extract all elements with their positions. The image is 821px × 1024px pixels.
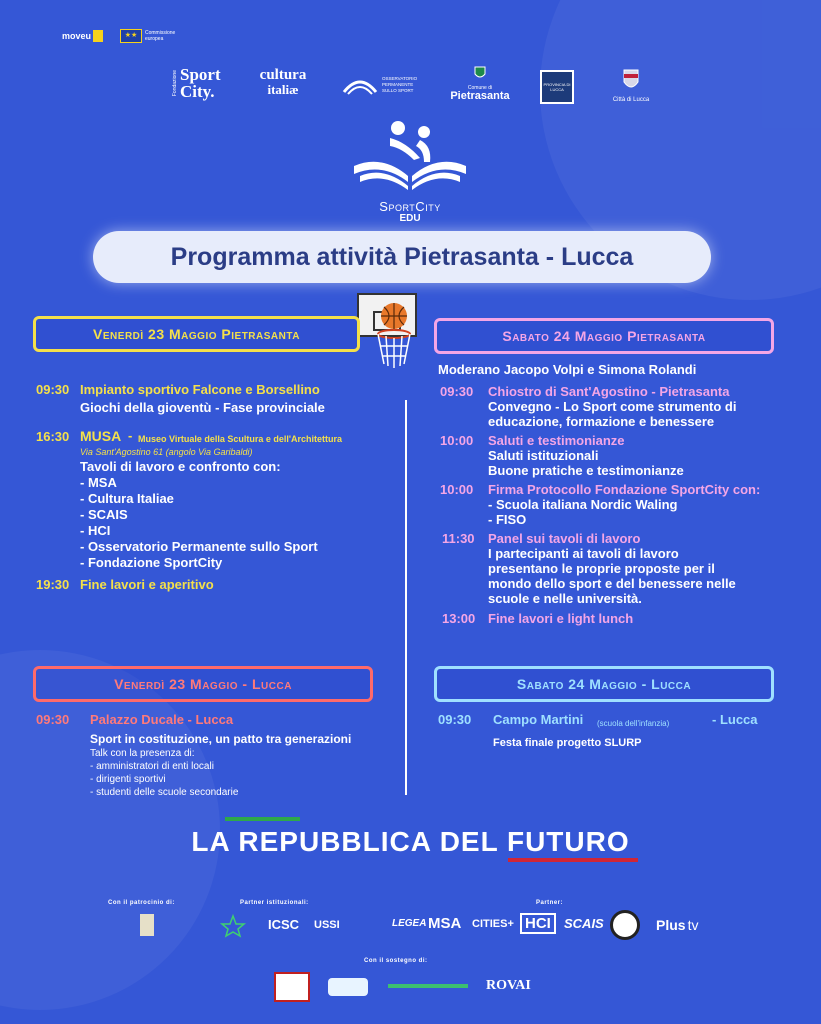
column-divider [405,400,407,795]
event-title: MUSA [80,428,122,444]
rovai-logo: ROVAI [486,978,531,993]
event-title: Panel sui tavoli di lavoro [488,531,641,546]
event-title: Impianto sportivo Falcone e Borsellino [80,382,320,397]
event-line: - Scuola italiana Nordic Waling [488,497,678,512]
event-title: Chiostro di Sant'Agostino - Pietrasanta [488,384,730,399]
basketball-hoop-illustration [356,292,420,372]
citta-lucca-logo: Città di Lucca [606,68,656,108]
event-title: Fine lavori e aperitivo [80,577,214,592]
msa-logo: MSA [428,915,462,932]
tagline-accent-green [225,817,300,821]
event-intro: Tavoli di lavoro e confronto con: [80,459,281,474]
sponsor-logo-pill [328,978,368,996]
list-item: - amministratori di enti locali [90,761,214,772]
friday-pietrasanta-header: Venerdì 23 Maggio Pietrasanta [33,316,360,352]
talk-intro: Talk con la presenza di: [90,748,195,759]
moderators: Moderano Jacopo Volpi e Simona Rolandi [438,362,697,377]
osservatorio-logo: OSSERVATORIO PERMANENTE SULLO SPORT [342,70,432,100]
patrocinio-logo [140,914,154,936]
event-time: 16:30 [36,429,70,444]
ussi-logo: USSI [314,919,340,931]
list-item: - studenti delle scuole secondarie [90,787,239,798]
event-line: Buone pratiche e testimonianze [488,463,684,478]
tagline: LA REPUBBLICA DEL FUTURO [191,826,630,857]
sponsor-logo-red [274,972,310,1002]
patrocinio-label: Con il patrocinio di: [108,900,175,906]
moveu-logo: moveu [62,28,106,44]
list-item: - Fondazione SportCity [80,555,223,570]
sostegno-label: Con il sostegno di: [364,958,428,964]
legea-logo: LEGEA [392,918,427,929]
saturday-pietrasanta-header: Sabato 24 Maggio Pietrasanta [434,318,774,354]
list-item: - Osservatorio Permanente sullo Sport [80,539,318,554]
saturday-lucca-header: Sabato 24 Maggio - Lucca [434,666,774,702]
event-time: 09:30 [36,382,70,397]
list-item: - MSA [80,475,117,490]
event-time: 10:00 [440,433,474,448]
icsc-logo: ICSC [268,917,300,932]
stadium-icon [342,72,378,98]
sportcity-edu-logo: SportCity EDU [350,118,470,222]
event-line: I partecipanti ai tavoli di lavoro [488,546,679,561]
page-title: Programma attività Pietrasanta - Lucca [93,231,711,283]
event-note: (scuola dell'infanzia) [597,719,670,728]
event-title: Saluti e testimonianze [488,433,625,448]
shield-icon [622,68,640,92]
event-title: Fine lavori e light lunch [488,611,634,626]
basketball-icon [356,292,420,372]
list-item: - Cultura Italiae [80,491,174,506]
event-place: - Lucca [712,712,758,727]
list-item: - SCAIS [80,507,128,522]
crest-icon [473,66,487,80]
event-line: educazione, formazione e benessere [488,414,715,429]
partner-istituzionali-label: Partner istituzionali: [240,900,309,906]
event-subtitle: Giochi della gioventù - Fase provinciale [80,400,325,415]
comune-pietrasanta-logo: Comune di Pietrasanta [446,66,514,104]
provincia-lucca-logo: PROVINCIA DI LUCCA [540,70,574,104]
eu-commission-logo: ★★ Commissione europea [120,28,190,44]
event-title: Palazzo Ducale - Lucca [90,712,234,727]
list-item: - dirigenti sportivi [90,774,166,785]
event-line: - FISO [488,512,527,527]
event-time: 19:30 [36,577,70,592]
museum-description: Museo Virtuale della Scultura e dell'Architettura [138,434,343,444]
event-time: 11:30 [442,531,475,546]
circular-partner-logo [610,910,640,940]
event-time: 09:30 [36,712,70,727]
event-subtitle: Festa finale progetto SLURP [493,737,642,749]
event-time: 13:00 [442,611,476,626]
event-line: scuole e nelle università. [488,591,642,606]
friday-lucca-header: Venerdì 23 Maggio - Lucca [33,666,373,702]
cultura-italiae-logo: cultura italiæ [259,67,307,97]
event-line: Convegno - Lo Sport come strumento di [488,399,737,414]
ministry-logo [214,914,252,938]
scais-logo: SCAIS [564,916,604,931]
star-icon [214,914,252,938]
event-line: presentano le proprie proposte per il [488,561,715,576]
event-time: 10:00 [440,482,474,497]
museum-address: Via Sant'Agostino 61 (angolo Via Garibaldi) [80,447,253,457]
list-item: - HCI [80,523,111,538]
hci-logo: HCI [520,913,556,934]
plus-tv-logo: Plus tv [656,917,699,933]
event-time: 09:30 [438,712,472,727]
book-figure-icon [350,118,470,192]
partner-label: Partner: [536,900,564,906]
event-subtitle: Sport in costituzione, un patto tra generazioni [90,732,352,746]
tagline-accent-red [508,858,638,862]
sponsor-logo-green [388,984,468,988]
event-time: 09:30 [440,384,474,399]
fondazione-sportcity-logo: Fondazione Sport City. [172,65,221,101]
event-title: Firma Protocollo Fondazione SportCity con: [488,482,761,497]
event-dash: - [128,428,133,443]
event-title: Campo Martini [493,712,584,727]
event-line: Saluti istituzionali [488,448,599,463]
cities-logo: CITIES+ [472,918,514,930]
event-line: mondo dello sport e del benessere nelle [488,576,736,591]
